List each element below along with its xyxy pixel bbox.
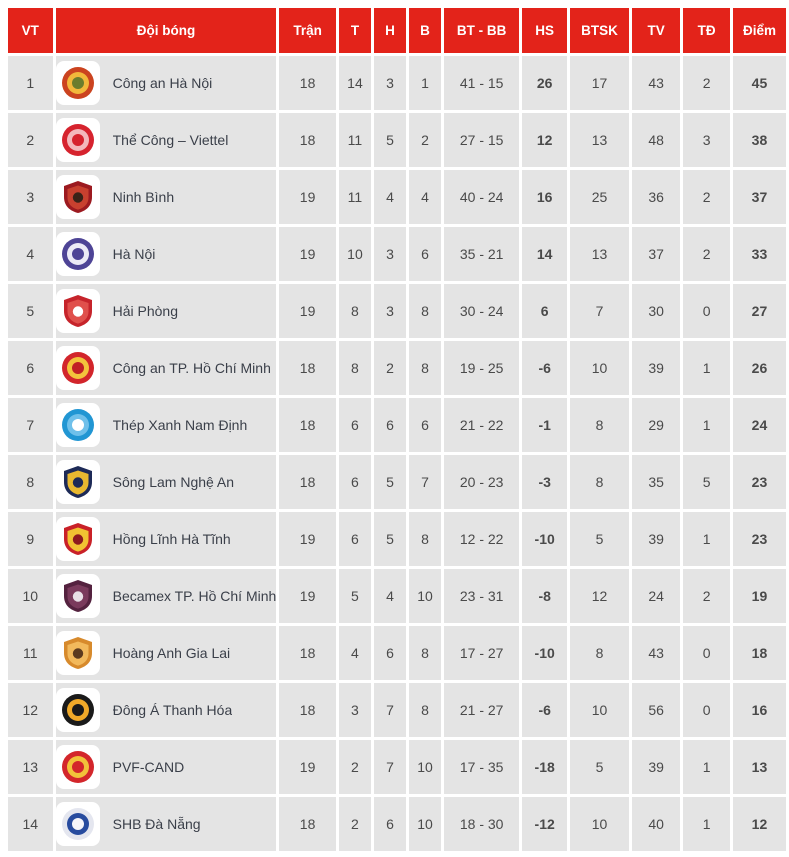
yellow-cards-cell: 30 — [632, 284, 680, 338]
goals-cell: 41 - 15 — [444, 56, 519, 110]
red-cards-cell: 1 — [683, 797, 730, 851]
points-cell: 33 — [733, 227, 786, 281]
wins-cell: 6 — [339, 455, 371, 509]
team-cell[interactable] — [56, 512, 277, 566]
losses-cell: 8 — [409, 341, 441, 395]
draws-cell: 6 — [374, 398, 406, 452]
team-name: PVF-CAND — [112, 759, 185, 775]
team-logo-icon — [56, 460, 100, 504]
red-cards-cell: 2 — [683, 56, 730, 110]
table-row — [8, 341, 786, 395]
rank-cell: 14 — [8, 797, 53, 851]
btsk-cell: 8 — [570, 626, 629, 680]
col-header-draws: H — [374, 8, 406, 53]
team-cell[interactable] — [56, 284, 277, 338]
rank-cell: 9 — [8, 512, 53, 566]
wins-cell: 11 — [339, 170, 371, 224]
yellow-cards-cell: 48 — [632, 113, 680, 167]
losses-cell: 4 — [409, 170, 441, 224]
red-cards-cell: 3 — [683, 113, 730, 167]
team-logo-icon — [56, 118, 100, 162]
red-cards-cell: 2 — [683, 227, 730, 281]
table-row — [8, 113, 786, 167]
team-name: Đông Á Thanh Hóa — [112, 702, 233, 718]
draws-cell: 7 — [374, 683, 406, 737]
table-row — [8, 740, 786, 794]
yellow-cards-cell: 56 — [632, 683, 680, 737]
table-row — [8, 797, 786, 851]
btsk-cell: 8 — [570, 398, 629, 452]
yellow-cards-cell: 43 — [632, 56, 680, 110]
goals-cell: 17 - 27 — [444, 626, 519, 680]
team-logo-icon — [56, 802, 100, 846]
team-cell[interactable] — [56, 56, 277, 110]
table-row — [8, 227, 786, 281]
matches-cell: 19 — [279, 740, 336, 794]
points-cell: 23 — [733, 455, 786, 509]
team-logo-icon — [56, 688, 100, 732]
table-row — [8, 569, 786, 623]
team-name: Hoàng Anh Gia Lai — [112, 645, 231, 661]
btsk-cell: 5 — [570, 740, 629, 794]
goal-diff-cell: 6 — [522, 284, 567, 338]
matches-cell: 18 — [279, 113, 336, 167]
points-cell: 16 — [733, 683, 786, 737]
team-name: Becamex TP. Hồ Chí Minh — [112, 588, 277, 604]
standings-table — [5, 5, 789, 854]
table-row — [8, 626, 786, 680]
table-row — [8, 398, 786, 452]
points-cell: 27 — [733, 284, 786, 338]
goals-cell: 21 - 27 — [444, 683, 519, 737]
wins-cell: 5 — [339, 569, 371, 623]
draws-cell: 7 — [374, 740, 406, 794]
btsk-cell: 17 — [570, 56, 629, 110]
wins-cell: 11 — [339, 113, 371, 167]
losses-cell: 8 — [409, 626, 441, 680]
goals-cell: 18 - 30 — [444, 797, 519, 851]
matches-cell: 18 — [279, 455, 336, 509]
wins-cell: 14 — [339, 56, 371, 110]
losses-cell: 6 — [409, 227, 441, 281]
rank-cell: 6 — [8, 341, 53, 395]
matches-cell: 18 — [279, 797, 336, 851]
table-row — [8, 455, 786, 509]
col-header-played: Trận — [279, 8, 336, 53]
goal-diff-cell: -8 — [522, 569, 567, 623]
team-cell[interactable] — [56, 341, 277, 395]
col-header-losses: B — [409, 8, 441, 53]
team-name: Hồng Lĩnh Hà Tĩnh — [112, 531, 231, 547]
goals-cell: 19 - 25 — [444, 341, 519, 395]
points-cell: 26 — [733, 341, 786, 395]
losses-cell: 8 — [409, 512, 441, 566]
team-logo-icon — [56, 232, 100, 276]
team-cell[interactable] — [56, 455, 277, 509]
matches-cell: 18 — [279, 626, 336, 680]
matches-cell: 18 — [279, 683, 336, 737]
draws-cell: 6 — [374, 626, 406, 680]
team-name: Công an Hà Nội — [112, 75, 213, 91]
points-cell: 45 — [733, 56, 786, 110]
col-header-points: Điểm — [733, 8, 786, 53]
red-cards-cell: 0 — [683, 683, 730, 737]
points-cell: 37 — [733, 170, 786, 224]
team-cell[interactable] — [56, 113, 277, 167]
yellow-cards-cell: 43 — [632, 626, 680, 680]
points-cell: 23 — [733, 512, 786, 566]
rank-cell: 1 — [8, 56, 53, 110]
btsk-cell: 8 — [570, 455, 629, 509]
btsk-cell: 5 — [570, 512, 629, 566]
goals-cell: 12 - 22 — [444, 512, 519, 566]
matches-cell: 19 — [279, 569, 336, 623]
points-cell: 18 — [733, 626, 786, 680]
goal-diff-cell: 14 — [522, 227, 567, 281]
header-row — [8, 8, 786, 53]
team-logo-icon — [56, 403, 100, 447]
red-cards-cell: 2 — [683, 569, 730, 623]
losses-cell: 1 — [409, 56, 441, 110]
wins-cell: 6 — [339, 512, 371, 566]
col-header-goals: BT - BB — [444, 8, 519, 53]
points-cell: 12 — [733, 797, 786, 851]
goals-cell: 17 - 35 — [444, 740, 519, 794]
goals-cell: 35 - 21 — [444, 227, 519, 281]
wins-cell: 8 — [339, 284, 371, 338]
btsk-cell: 10 — [570, 797, 629, 851]
losses-cell: 7 — [409, 455, 441, 509]
btsk-cell: 12 — [570, 569, 629, 623]
col-header-yellow-cards: TV — [632, 8, 680, 53]
rank-cell: 4 — [8, 227, 53, 281]
yellow-cards-cell: 24 — [632, 569, 680, 623]
btsk-cell: 25 — [570, 170, 629, 224]
yellow-cards-cell: 37 — [632, 227, 680, 281]
goal-diff-cell: 12 — [522, 113, 567, 167]
goals-cell: 21 - 22 — [444, 398, 519, 452]
col-header-red-cards: TĐ — [683, 8, 730, 53]
points-cell: 13 — [733, 740, 786, 794]
red-cards-cell: 0 — [683, 626, 730, 680]
yellow-cards-cell: 39 — [632, 740, 680, 794]
team-cell[interactable] — [56, 170, 277, 224]
draws-cell: 3 — [374, 227, 406, 281]
matches-cell: 19 — [279, 227, 336, 281]
matches-cell: 19 — [279, 170, 336, 224]
losses-cell: 10 — [409, 740, 441, 794]
team-logo-icon — [56, 517, 100, 561]
btsk-cell: 13 — [570, 227, 629, 281]
team-logo-icon — [56, 289, 100, 333]
team-cell[interactable] — [56, 398, 277, 452]
goals-cell: 40 - 24 — [444, 170, 519, 224]
red-cards-cell: 1 — [683, 341, 730, 395]
team-logo-icon — [56, 631, 100, 675]
yellow-cards-cell: 39 — [632, 512, 680, 566]
wins-cell: 6 — [339, 398, 371, 452]
red-cards-cell: 5 — [683, 455, 730, 509]
team-cell[interactable] — [56, 227, 277, 281]
draws-cell: 3 — [374, 284, 406, 338]
draws-cell: 3 — [374, 56, 406, 110]
red-cards-cell: 1 — [683, 740, 730, 794]
draws-cell: 2 — [374, 341, 406, 395]
goal-diff-cell: -6 — [522, 341, 567, 395]
team-cell[interactable] — [56, 740, 277, 794]
red-cards-cell: 1 — [683, 512, 730, 566]
table-row — [8, 683, 786, 737]
wins-cell: 8 — [339, 341, 371, 395]
table-row — [8, 170, 786, 224]
team-name: Công an TP. Hồ Chí Minh — [112, 360, 271, 376]
table-row — [8, 512, 786, 566]
team-name: Hải Phòng — [112, 303, 179, 319]
goal-diff-cell: -12 — [522, 797, 567, 851]
team-name: Sông Lam Nghệ An — [112, 474, 235, 490]
goal-diff-cell: -6 — [522, 683, 567, 737]
team-cell[interactable] — [56, 569, 277, 623]
draws-cell: 5 — [374, 455, 406, 509]
draws-cell: 6 — [374, 797, 406, 851]
table-row — [8, 284, 786, 338]
yellow-cards-cell: 39 — [632, 341, 680, 395]
team-name: Hà Nội — [112, 246, 156, 262]
red-cards-cell: 2 — [683, 170, 730, 224]
rank-cell: 3 — [8, 170, 53, 224]
goal-diff-cell: 16 — [522, 170, 567, 224]
team-logo-icon — [56, 61, 100, 105]
goals-cell: 27 - 15 — [444, 113, 519, 167]
goals-cell: 30 - 24 — [444, 284, 519, 338]
team-logo-icon — [56, 745, 100, 789]
losses-cell: 2 — [409, 113, 441, 167]
btsk-cell: 13 — [570, 113, 629, 167]
draws-cell: 5 — [374, 113, 406, 167]
goal-diff-cell: -10 — [522, 512, 567, 566]
col-header-goal-diff: HS — [522, 8, 567, 53]
matches-cell: 18 — [279, 398, 336, 452]
rank-cell: 2 — [8, 113, 53, 167]
rank-cell: 7 — [8, 398, 53, 452]
rank-cell: 12 — [8, 683, 53, 737]
col-header-team: Đội bóng — [56, 8, 277, 53]
team-cell[interactable] — [56, 797, 277, 851]
wins-cell: 3 — [339, 683, 371, 737]
matches-cell: 19 — [279, 284, 336, 338]
table-row — [8, 56, 786, 110]
col-header-position: VT — [8, 8, 53, 53]
col-header-wins: T — [339, 8, 371, 53]
team-logo-icon — [56, 574, 100, 618]
goals-cell: 23 - 31 — [444, 569, 519, 623]
team-name: Thể Công – Viettel — [112, 132, 229, 148]
losses-cell: 10 — [409, 797, 441, 851]
points-cell: 19 — [733, 569, 786, 623]
wins-cell: 10 — [339, 227, 371, 281]
yellow-cards-cell: 35 — [632, 455, 680, 509]
goal-diff-cell: -1 — [522, 398, 567, 452]
draws-cell: 4 — [374, 170, 406, 224]
rank-cell: 5 — [8, 284, 53, 338]
losses-cell: 10 — [409, 569, 441, 623]
goals-cell: 20 - 23 — [444, 455, 519, 509]
wins-cell: 4 — [339, 626, 371, 680]
yellow-cards-cell: 40 — [632, 797, 680, 851]
team-name: SHB Đà Nẵng — [112, 816, 201, 832]
matches-cell: 18 — [279, 341, 336, 395]
goal-diff-cell: -10 — [522, 626, 567, 680]
btsk-cell: 10 — [570, 683, 629, 737]
red-cards-cell: 0 — [683, 284, 730, 338]
team-logo-icon — [56, 175, 100, 219]
team-name: Ninh Bình — [112, 189, 175, 205]
goal-diff-cell: -18 — [522, 740, 567, 794]
wins-cell: 2 — [339, 797, 371, 851]
points-cell: 24 — [733, 398, 786, 452]
losses-cell: 6 — [409, 398, 441, 452]
yellow-cards-cell: 29 — [632, 398, 680, 452]
rank-cell: 8 — [8, 455, 53, 509]
losses-cell: 8 — [409, 683, 441, 737]
col-header-btsk: BTSK — [570, 8, 629, 53]
rank-cell: 11 — [8, 626, 53, 680]
yellow-cards-cell: 36 — [632, 170, 680, 224]
red-cards-cell: 1 — [683, 398, 730, 452]
matches-cell: 19 — [279, 512, 336, 566]
points-cell: 38 — [733, 113, 786, 167]
draws-cell: 5 — [374, 512, 406, 566]
team-name: Thép Xanh Nam Định — [112, 417, 248, 433]
team-cell[interactable] — [56, 683, 277, 737]
matches-cell: 18 — [279, 56, 336, 110]
rank-cell: 10 — [8, 569, 53, 623]
team-cell[interactable] — [56, 626, 277, 680]
team-logo-icon — [56, 346, 100, 390]
losses-cell: 8 — [409, 284, 441, 338]
draws-cell: 4 — [374, 569, 406, 623]
btsk-cell: 7 — [570, 284, 629, 338]
rank-cell: 13 — [8, 740, 53, 794]
goal-diff-cell: -3 — [522, 455, 567, 509]
btsk-cell: 10 — [570, 341, 629, 395]
wins-cell: 2 — [339, 740, 371, 794]
goal-diff-cell: 26 — [522, 56, 567, 110]
